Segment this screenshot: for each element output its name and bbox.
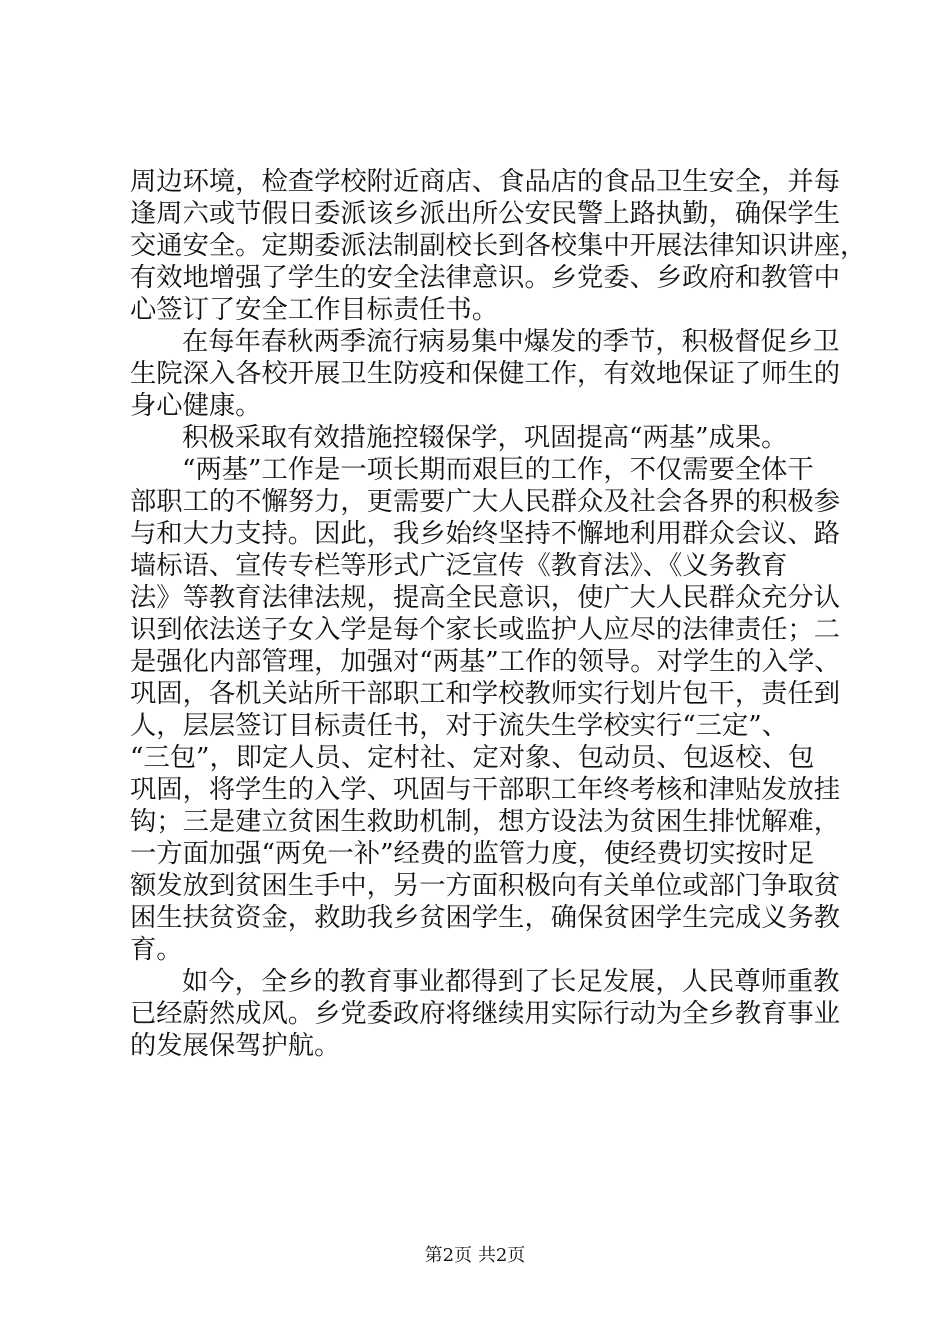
text-line: 有效地增强了学生的安全法律意识。乡党委、乡政府和教管中 <box>130 263 841 293</box>
text-line: 识到依法送子女入学是每个家长或监护人应尽的法律责任；二 <box>130 615 841 645</box>
text-line: 与和大力支持。因此，我乡始终坚持不懈地利用群众会议、路 <box>130 519 841 549</box>
paragraph-heading-line: 积极采取有效措施控辍保学，巩固提高“两基”成果。 <box>182 423 788 453</box>
text-line: 交通安全。定期委派法制副校长到各校集中开展法律知识讲座， <box>130 231 867 261</box>
text-line: 墙标语、宣传专栏等形式广泛宣传《教育法》、《义务教育 <box>130 551 788 581</box>
text-line: 逢周六或节假日委派该乡派出所公安民警上路执勤，确保学生 <box>130 199 841 229</box>
text-line: 育。 <box>130 935 183 965</box>
paragraph-first-line: 在每年春秋两季流行病易集中爆发的季节，积极督促乡卫 <box>182 327 840 357</box>
paragraph-first-line: 如今，全乡的教育事业都得到了长足发展，人民尊师重教 <box>182 967 840 997</box>
text-line: 部职工的不懈努力，更需要广大人民群众及社会各界的积极参 <box>130 487 841 517</box>
document-body <box>130 166 867 1062</box>
text-line: 生院深入各校开展卫生防疫和保健工作，有效地保证了师生的 <box>130 359 841 389</box>
text-line: 巩固，各机关站所干部职工和学校教师实行划片包干，责任到 <box>130 679 841 709</box>
text-line: 额发放到贫困生手中，另一方面积极向有关单位或部门争取贫 <box>130 871 841 901</box>
text-line: “三包”，即定人员、定村社、定对象、包动员、包返校、包 <box>130 743 815 773</box>
text-line: 钩；三是建立贫困生救助机制，想方设法为贫困生排忧解难， <box>130 807 841 837</box>
text-line: 身心健康。 <box>130 391 262 421</box>
text-line: 的发展保驾护航。 <box>130 1031 341 1061</box>
paragraph-first-line: “两基”工作是一项长期而艰巨的工作，不仅需要全体干 <box>182 455 814 485</box>
text-line: 周边环境，检查学校附近商店、食品店的食品卫生安全，并每 <box>130 167 841 197</box>
text-line: 人，层层签订目标责任书，对于流失生学校实行“三定”、 <box>130 711 789 741</box>
text-line: 困生扶贫资金，救助我乡贫困学生，确保贫困学生完成义务教 <box>130 903 841 933</box>
text-line: 已经蔚然成风。乡党委政府将继续用实际行动为全乡教育事业 <box>130 999 841 1029</box>
text-line: 一方面加强“两免一补”经费的监管力度，使经费切实按时足 <box>130 839 815 869</box>
text-line: 是强化内部管理，加强对“两基”工作的领导。对学生的入学、 <box>130 647 841 677</box>
text-line: 法》等教育法律法规，提高全民意识，使广大人民群众充分认 <box>130 583 841 613</box>
text-line: 心签订了安全工作目标责任书。 <box>130 295 499 325</box>
text-line: 巩固，将学生的入学、巩固与干部职工年终考核和津贴发放挂 <box>130 775 841 805</box>
page-footer: 第2页 共2页 <box>424 1245 526 1266</box>
